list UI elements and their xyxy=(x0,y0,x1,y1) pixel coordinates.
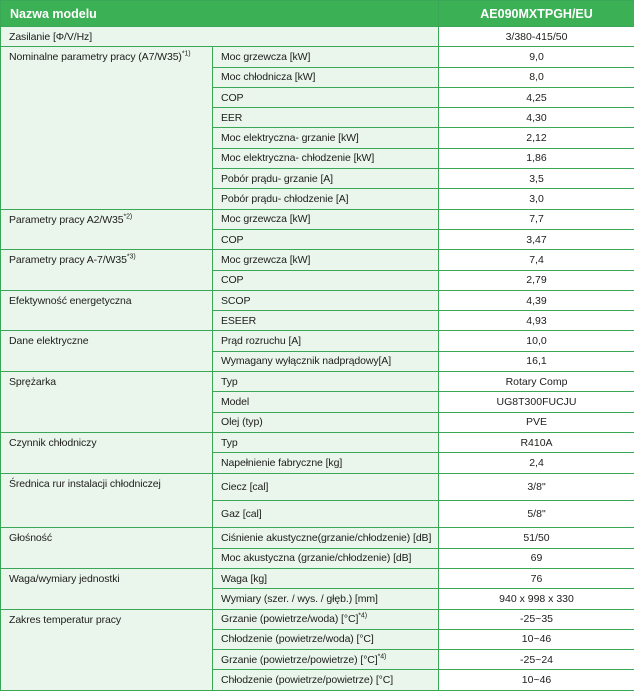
param-label: Model xyxy=(221,395,250,408)
param-label: Wymagany wyłącznik nadprądowy[A] xyxy=(221,355,392,368)
param-label: COP xyxy=(221,274,244,287)
param-label: Moc grzewcza [kW] xyxy=(221,213,311,226)
param-cell xyxy=(213,209,439,229)
value-cell: 10~46 xyxy=(439,629,634,649)
param-label: Moc grzewcza [kW] xyxy=(221,50,311,63)
value-cell: 51/50 xyxy=(439,528,634,548)
value-cell: 16,1 xyxy=(439,351,634,371)
category-cell xyxy=(1,568,213,609)
value-cell: 940 x 998 x 330 xyxy=(439,589,634,609)
table-row xyxy=(1,528,634,548)
value-cell: -25~24 xyxy=(439,650,634,670)
param-label: EER xyxy=(221,111,243,124)
value-cell: UG8T300FUCJU xyxy=(439,392,634,412)
value-cell: 10,0 xyxy=(439,331,634,351)
table-row xyxy=(1,47,634,67)
param-cell xyxy=(213,432,439,452)
category-cell xyxy=(1,250,213,291)
table-row xyxy=(1,331,634,351)
param-cell xyxy=(213,500,439,527)
category-footnote-marker: *1) xyxy=(181,50,191,58)
param-label: Ciecz [cal] xyxy=(221,480,269,493)
param-cell xyxy=(213,392,439,412)
value-cell: 9,0 xyxy=(439,47,634,67)
param-cell xyxy=(213,589,439,609)
param-cell xyxy=(213,412,439,432)
category-cell xyxy=(1,473,213,528)
param-label: Waga [kg] xyxy=(221,572,267,585)
value-cell: 69 xyxy=(439,548,634,568)
param-label: Gaz [cal] xyxy=(221,508,262,521)
param-label: Moc elektryczna- chłodzenie [kW] xyxy=(221,152,375,165)
param-label: Wymiary (szer. / wys. / głęb.) [mm] xyxy=(221,592,378,605)
param-cell xyxy=(213,311,439,331)
value-cell: 4,39 xyxy=(439,290,634,310)
category-label: Dane elektryczne xyxy=(9,335,89,348)
param-footnote-marker: *4) xyxy=(377,653,387,661)
category-label: Zasilanie [Φ/V/Hz] xyxy=(9,31,93,43)
value-cell: 1,86 xyxy=(439,148,634,168)
spec-table-body xyxy=(1,27,634,691)
param-cell xyxy=(213,148,439,168)
param-cell xyxy=(213,108,439,128)
param-label: Napełnienie fabryczne [kg] xyxy=(221,456,343,469)
param-label: Moc chłodnicza [kW] xyxy=(221,71,316,84)
value-cell: 3/380-415/50 xyxy=(439,27,634,47)
category-cell xyxy=(1,609,213,690)
param-cell xyxy=(213,47,439,67)
category-cell xyxy=(1,432,213,473)
category-footnote-marker: *3) xyxy=(126,253,136,261)
param-cell xyxy=(213,453,439,473)
value-cell: 76 xyxy=(439,568,634,588)
category-label: Efektywność energetyczna xyxy=(9,294,132,307)
value-cell: 3,0 xyxy=(439,189,634,209)
category-cell xyxy=(1,209,213,250)
category-cell xyxy=(1,290,213,331)
param-cell xyxy=(213,189,439,209)
param-cell xyxy=(213,568,439,588)
value-cell: 4,30 xyxy=(439,108,634,128)
value-cell: PVE xyxy=(439,412,634,432)
param-cell xyxy=(213,528,439,548)
table-row xyxy=(1,209,634,229)
param-label: Ciśnienie akustyczne(grzanie/chłodzenie) [dB] xyxy=(221,531,432,544)
value-cell: 7,4 xyxy=(439,250,634,270)
param-cell xyxy=(213,169,439,189)
param-cell xyxy=(213,290,439,310)
category-label: Zakres temperatur pracy xyxy=(9,613,122,626)
table-row xyxy=(1,372,634,392)
header-row xyxy=(1,1,634,27)
param-cell xyxy=(213,331,439,351)
param-label: Grzanie (powietrze/woda) [°C] xyxy=(221,613,359,626)
category-label: Parametry pracy A2/W35 xyxy=(9,213,124,226)
value-cell: 2,4 xyxy=(439,453,634,473)
param-footnote-marker: *4) xyxy=(358,612,367,620)
param-cell xyxy=(213,67,439,87)
value-cell: 5/8" xyxy=(439,500,634,527)
value-cell: 4,25 xyxy=(439,87,634,107)
table-row xyxy=(1,609,634,629)
value-cell: 2,12 xyxy=(439,128,634,148)
category-footnote-marker: *2) xyxy=(123,213,133,221)
category-cell xyxy=(1,47,213,209)
param-label: Typ xyxy=(221,436,238,449)
category-cell xyxy=(1,528,213,569)
category-label: Czynnik chłodniczy xyxy=(9,436,97,449)
model-value-header: AE090MXTPGH/EU xyxy=(439,1,634,27)
category-cell xyxy=(1,331,213,372)
param-cell xyxy=(213,629,439,649)
category-label: Głośność xyxy=(9,532,52,545)
param-cell xyxy=(213,650,439,670)
param-cell xyxy=(213,270,439,290)
param-cell xyxy=(213,229,439,249)
param-cell xyxy=(213,372,439,392)
param-label: Prąd rozruchu [A] xyxy=(221,335,302,348)
table-row xyxy=(1,568,634,588)
spec-table-header xyxy=(1,1,634,27)
table-row xyxy=(1,432,634,452)
param-cell xyxy=(213,548,439,568)
table-row xyxy=(1,250,634,270)
param-label: Moc grzewcza [kW] xyxy=(221,253,311,266)
param-label: ESEER xyxy=(221,314,257,327)
category-label: Sprężarka xyxy=(9,376,56,389)
param-label: Pobór prądu- chłodzenie [A] xyxy=(221,193,349,206)
value-cell: R410A xyxy=(439,432,634,452)
category-label: Parametry pracy A-7/W35 xyxy=(9,254,127,267)
value-cell: 3/8" xyxy=(439,473,634,500)
param-cell xyxy=(213,473,439,500)
value-cell: 10~46 xyxy=(439,670,634,691)
param-label: Typ xyxy=(221,375,238,388)
param-cell xyxy=(213,670,439,691)
param-cell xyxy=(213,250,439,270)
param-label: COP xyxy=(221,91,244,104)
table-row xyxy=(1,290,634,310)
param-label: Chłodzenie (powietrze/woda) [°C] xyxy=(221,633,374,646)
value-cell: 3,5 xyxy=(439,169,634,189)
value-cell: 7,7 xyxy=(439,209,634,229)
param-label: Moc elektryczna- grzanie [kW] xyxy=(221,132,359,145)
model-name-header: Nazwa modelu xyxy=(1,1,439,27)
param-cell xyxy=(213,609,439,629)
value-cell: 3,47 xyxy=(439,229,634,249)
category-cell xyxy=(1,372,213,433)
value-cell: 2,79 xyxy=(439,270,634,290)
category-label: Nominalne parametry pracy (A7/W35) xyxy=(9,51,182,64)
param-label: COP xyxy=(221,233,244,246)
param-cell xyxy=(213,128,439,148)
param-label: Olej (typ) xyxy=(221,416,263,429)
param-label: Chłodzenie (powietrze/powietrze) [°C] xyxy=(221,674,394,687)
value-cell: -25~35 xyxy=(439,609,634,629)
category-cell xyxy=(1,27,439,47)
param-label: Grzanie (powietrze/powietrze) [°C] xyxy=(221,653,378,666)
param-label: Moc akustyczna (grzanie/chłodzenie) [dB] xyxy=(221,552,412,565)
category-label: Średnica rur instalacji chłodniczej xyxy=(9,477,161,490)
value-cell: 8,0 xyxy=(439,67,634,87)
category-label: Waga/wymiary jednostki xyxy=(9,572,120,585)
table-row xyxy=(1,27,634,47)
table-row xyxy=(1,473,634,500)
param-label: SCOP xyxy=(221,294,251,307)
value-cell: 4,93 xyxy=(439,311,634,331)
param-cell xyxy=(213,351,439,371)
param-label: Pobór prądu- grzanie [A] xyxy=(221,172,333,185)
value-cell: Rotary Comp xyxy=(439,372,634,392)
param-cell xyxy=(213,87,439,107)
